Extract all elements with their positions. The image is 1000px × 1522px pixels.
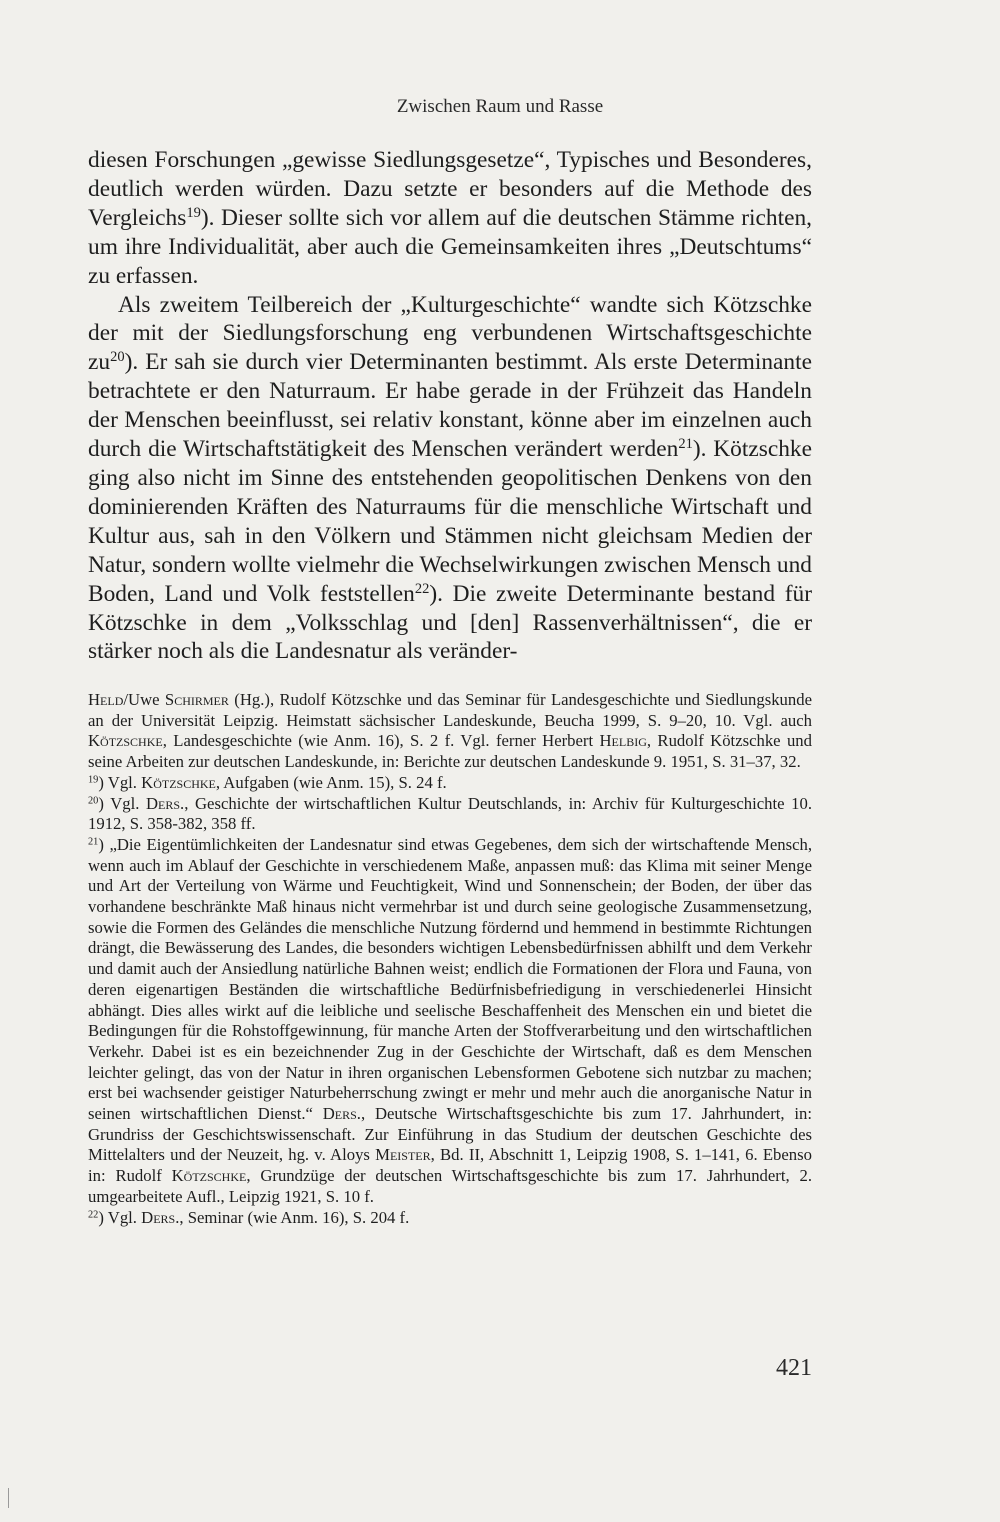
footnote-19 bbox=[88, 773, 812, 794]
paragraph-text: ). Kötzschke ging also nicht im Sinne des entstehenden geopolitischen Denkens von den dominierenden Kräften des Naturraums für die menschliche Wirtschaft und Kultur aus, sah in den Völkern und Stämmen nicht gleichsam Medien der Natur, sondern wollte vielmehr die Wechselwirkungen zwischen Mensch und Boden, Land und Volk feststellen bbox=[88, 436, 812, 607]
author-name: Ders. bbox=[322, 1104, 361, 1124]
author-name: Ders. bbox=[146, 793, 185, 813]
footnote-text: , Geschichte der wirtschaftlichen Kultur Deutschlands, in: Archiv für Kulturgeschichte 10. 1912, S. 358-382, 358 ff. bbox=[88, 793, 812, 834]
footnote-text: (Hg.), Rudolf Kötzschke und das Seminar für Landesgeschichte und Siedlungskunde an der Universität Leipzig. Heimstatt sächsischer Landeskunde, Beucha 1999, S. 9–20, 10. Vgl. auch bbox=[88, 690, 812, 730]
author-name: Ders. bbox=[141, 1207, 180, 1227]
footnote-text: ) Vgl. bbox=[98, 772, 142, 792]
author-name: Kötzschke bbox=[88, 731, 163, 751]
footnote-ref-19: 19 bbox=[186, 204, 201, 221]
paragraph-text: ). Er sah sie durch vier Determinanten bestimmt. Als erste Determinante betrachtete er den Naturraum. Er habe gerade in der Frühzeit das Handeln der Menschen beeinflusst, sei relativ konstant, könne aber im einzelnen auch durch die Wirtschaftstätigkeit des Menschen verändert werden bbox=[88, 349, 812, 463]
footnote-text: , Bd. II, Abschnitt 1, Leipzig 1908, S. 1–141, 6. Ebenso in: Rudolf bbox=[88, 1145, 812, 1186]
footnote-22 bbox=[88, 1208, 812, 1229]
footnote-text: ) Vgl. bbox=[98, 793, 146, 813]
author-name: Kötzschke bbox=[171, 1166, 247, 1186]
author-name: Meister bbox=[375, 1145, 431, 1165]
footnote-text: , Grundzüge der deutschen Wirtschaftsgeschichte bis zum 17. Jahrhundert, 2. umgearbeitete Aufl., Leipzig 1921, S. 10 f. bbox=[88, 1166, 812, 1206]
footnote-number: 20 bbox=[88, 794, 99, 806]
footnote-ref-20: 20 bbox=[110, 349, 125, 366]
footnote-20 bbox=[88, 794, 812, 835]
footnote-number: 19 bbox=[88, 774, 99, 786]
footnote-text: , Landesgeschichte (wie Anm. 16), S. 2 f. Vgl. ferner Herbert bbox=[162, 731, 600, 751]
footnote-text: , Seminar (wie Anm. 16), S. 204 f. bbox=[179, 1207, 410, 1227]
footnote-text: /Uwe bbox=[123, 690, 165, 709]
author-name: Kötzschke bbox=[141, 772, 216, 792]
paragraph-text: diesen Forschungen „gewisse Siedlungsgesetze“, Typisches und Besonderes, deutlich werden würden. Dazu setzte er besonders auf die Methode des Vergleichs bbox=[88, 147, 812, 231]
author-name: Helbig bbox=[599, 731, 647, 751]
footnote-text: ) Vgl. bbox=[98, 1207, 142, 1227]
paragraph-2 bbox=[88, 291, 812, 667]
footnote-21 bbox=[88, 835, 812, 1208]
paragraph-1 bbox=[88, 146, 812, 291]
footnote-ref-22: 22 bbox=[414, 580, 430, 597]
author-name: Schirmer bbox=[164, 690, 229, 709]
body-text bbox=[88, 146, 812, 666]
footnote-number: 21 bbox=[88, 836, 99, 848]
footnotes bbox=[88, 690, 812, 1228]
footnote-text: , Deutsche Wirtschaftsgeschichte bis zum 17. Jahrhundert, in: Grundriss der Geschichtswissenschaft. Zur Einführung in das Studium der deutschen Geschichte des Mittelalters und der Neuzeit, hg. v. Aloys bbox=[88, 1104, 813, 1165]
scan-margin-mark bbox=[8, 1488, 9, 1508]
footnote-ref-21: 21 bbox=[678, 436, 693, 453]
footnote-text: , Aufgaben (wie Anm. 15), S. 24 f. bbox=[215, 772, 447, 792]
footnote-text: ) „Die Eigentümlichkeiten der Landesnatur sind etwas Gegebenes, dem sich der wirtschaftende Mensch, wenn auch im Ablauf der Geschichte in verschiedenem Maße, anpassen muß: das Klima mit seiner Menge und Art der Verteilung von Wärme und Feuchtigkeit, Wind und Sonnenschein; der Boden, der über das vorhandene beschränkte Maß hinaus nicht vermehrbar ist und durch seine geologische Zusammensetzung, sowie die Formen des Geländes die menschliche Nutzung fördernd und hemmend in bestimmte Richtungen drängt, die Bewässerung des Landes, die besonders wichtigen Lebensbedürfnissen abhilft und dem Verkehr und damit auch der Ansiedlung natürliche Bahnen weist; endlich die Formationen der Flora und Fauna, von deren eigenartigen Beständen die wirtschaftliche Bedürfnisbefriedigung in verschiedenerlei Hinsicht abhängt. Dies alles wirkt auf die leibliche und seelische Beschaffenheit des Menschen ein und bietet die Bedingungen für die Rohstoffgewinnung, für manche Arten der Stoffverarbeitung und den wirtschaftlichen Verkehr. Dabei ist es ein bezeichnender Zug in der Geschichte der Wirtschaft, daß es dem Menschen leichter gelingt, das von der Natur in ihren organischen Lebensformen Gebotene sich nutzbar zu machen; erst bei wachsender geistiger Naturbeherrschung zwingt er mehr und mehr auch die anorganische Natur in seinen wirtschaftlichen Dienst.“ bbox=[88, 834, 812, 1124]
paragraph-text: ). Dieser sollte sich vor allem auf die deutschen Stämme richten, um ihre Individualität, aber auch die Gemeinsamkeiten ihres „Deutschtums“ zu erfassen. bbox=[88, 204, 812, 289]
footnote-continuation bbox=[88, 690, 812, 773]
running-head: Zwischen Raum und Rasse bbox=[396, 96, 604, 117]
author-name: Held bbox=[88, 690, 124, 709]
paragraph-text: Als zweitem Teilbereich der „Kulturgeschichte“ wandte sich Kötzschke der mit der Siedlungsforschung eng verbundenen Wirtschaftsgeschichte zu bbox=[88, 291, 812, 376]
footnote-number: 22 bbox=[88, 1208, 99, 1220]
page-number: 421 bbox=[776, 1355, 812, 1381]
paragraph-text: ). Die zweite Determinante bestand für Kötzschke in dem „Volksschlag und [den] Rassenverhältnissen“, die er stärker noch als die Landesnatur als veränder- bbox=[88, 580, 812, 665]
footnote-text: , Rudolf Kötzschke und seine Arbeiten zur deutschen Landeskunde, in: Berichte zur deutschen Landeskunde 9. 1951, S. 31–37, 32. bbox=[88, 731, 812, 772]
